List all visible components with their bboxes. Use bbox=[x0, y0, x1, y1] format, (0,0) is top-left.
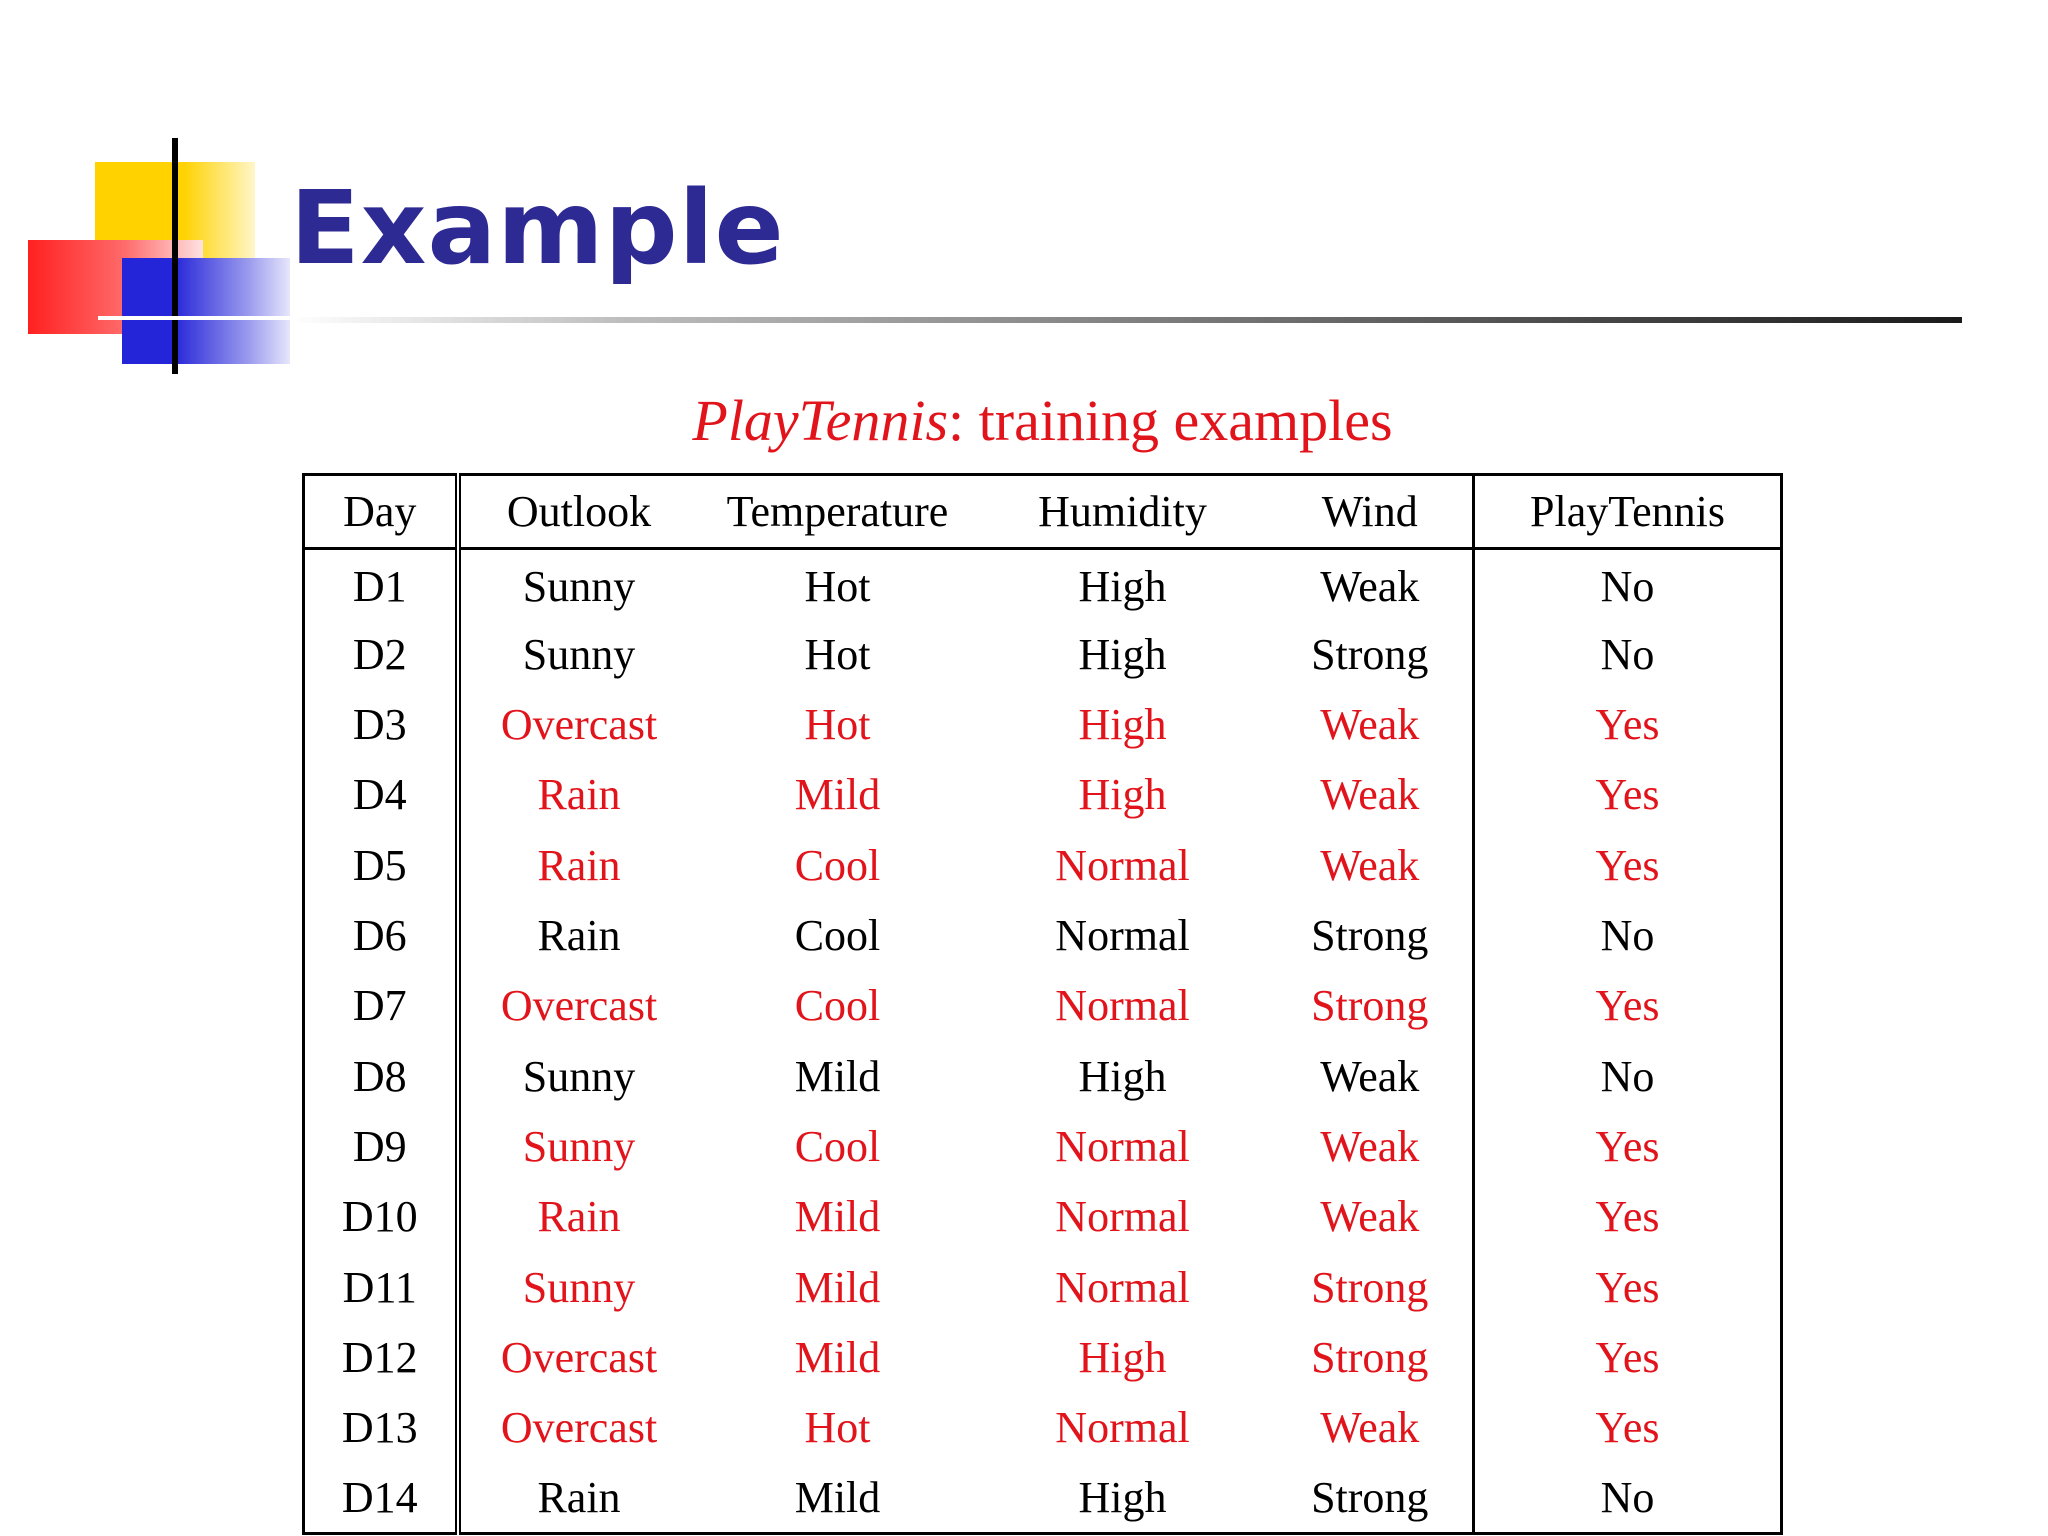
cell-humidity: High bbox=[1078, 629, 1167, 679]
cell-wind: Weak bbox=[1320, 699, 1420, 749]
cell-outlook: Rain bbox=[537, 1192, 621, 1242]
logo-vertical-line bbox=[172, 138, 178, 374]
cell-outlook: Sunny bbox=[522, 561, 636, 611]
table-row bbox=[304, 1182, 1782, 1252]
cell-humidity: Normal bbox=[1055, 1121, 1190, 1171]
table-header-row bbox=[304, 475, 1782, 549]
cell-outlook: Rain bbox=[458, 1463, 698, 1534]
cell-wind: Strong bbox=[1268, 1463, 1474, 1534]
cell-humidity: Normal bbox=[1055, 1192, 1190, 1242]
title-underline bbox=[290, 317, 1962, 323]
header-day: Day bbox=[304, 475, 458, 549]
cell-outlook: Sunny bbox=[522, 629, 636, 679]
cell-day: D1 bbox=[304, 549, 458, 619]
cell-playtennis: Yes bbox=[1474, 1322, 1782, 1392]
cell-outlook: Rain bbox=[537, 770, 621, 820]
cell-temperature: Mild bbox=[794, 1332, 881, 1382]
cell-outlook: Overcast bbox=[500, 981, 658, 1031]
cell-playtennis: No bbox=[1474, 619, 1782, 689]
cell-playtennis: No bbox=[1474, 549, 1782, 619]
cell-day: D10 bbox=[304, 1182, 458, 1252]
cell-humidity: High bbox=[1078, 699, 1167, 749]
cell-humidity: Normal bbox=[1055, 981, 1190, 1031]
training-examples-table bbox=[302, 473, 1783, 1535]
cell-wind: Weak bbox=[1320, 840, 1420, 890]
cell-temperature: Mild bbox=[698, 1463, 978, 1534]
cell-outlook: Overcast bbox=[500, 1332, 658, 1382]
cell-outlook: Sunny bbox=[522, 1051, 636, 1101]
cell-day: D2 bbox=[304, 619, 458, 689]
cell-day: D7 bbox=[304, 971, 458, 1041]
header-wind: Wind bbox=[1268, 475, 1474, 549]
table-row bbox=[304, 760, 1782, 830]
table-row bbox=[304, 1322, 1782, 1392]
cell-day: D6 bbox=[304, 900, 458, 970]
cell-outlook: Overcast bbox=[500, 699, 658, 749]
cell-playtennis: Yes bbox=[1474, 1182, 1782, 1252]
cell-outlook: Sunny bbox=[522, 1262, 636, 1312]
cell-temperature: Cool bbox=[794, 840, 881, 890]
cell-wind: Strong bbox=[1311, 981, 1429, 1031]
cell-playtennis: No bbox=[1474, 1463, 1782, 1534]
cell-temperature: Mild bbox=[794, 1192, 881, 1242]
cell-temperature: Hot bbox=[804, 1403, 871, 1453]
caption-rest: : training examples bbox=[948, 388, 1393, 453]
cell-temperature: Cool bbox=[794, 981, 881, 1031]
cell-playtennis: Yes bbox=[1474, 760, 1782, 830]
table-row bbox=[304, 1393, 1782, 1463]
cell-wind: Strong bbox=[1311, 629, 1429, 679]
logo-horizontal-line bbox=[98, 316, 293, 320]
header-outlook: Outlook bbox=[458, 475, 698, 549]
table-row bbox=[304, 1463, 1782, 1534]
cell-outlook: Rain bbox=[537, 910, 621, 960]
table-row bbox=[304, 830, 1782, 900]
cell-playtennis: Yes bbox=[1474, 1393, 1782, 1463]
table-row bbox=[304, 971, 1782, 1041]
header-humidity: Humidity bbox=[978, 475, 1268, 549]
cell-day: D3 bbox=[304, 689, 458, 759]
cell-humidity: High bbox=[1078, 770, 1167, 820]
table-row bbox=[304, 689, 1782, 759]
cell-wind: Strong bbox=[1311, 910, 1429, 960]
cell-humidity: Normal bbox=[1055, 840, 1190, 890]
cell-wind: Weak bbox=[1320, 1192, 1420, 1242]
cell-day: D14 bbox=[304, 1463, 458, 1534]
cell-humidity: Normal bbox=[1055, 1403, 1190, 1453]
cell-day: D8 bbox=[304, 1041, 458, 1111]
cell-temperature: Mild bbox=[794, 770, 881, 820]
cell-playtennis: No bbox=[1474, 1041, 1782, 1111]
cell-wind: Weak bbox=[1320, 1121, 1420, 1171]
cell-temperature: Cool bbox=[794, 1121, 881, 1171]
cell-humidity: High bbox=[1078, 561, 1167, 611]
table-row bbox=[304, 1041, 1782, 1111]
cell-wind: Weak bbox=[1320, 1051, 1420, 1101]
cell-day: D5 bbox=[304, 830, 458, 900]
cell-day: D13 bbox=[304, 1393, 458, 1463]
cell-wind: Weak bbox=[1320, 561, 1420, 611]
cell-day: D11 bbox=[304, 1252, 458, 1322]
table-row bbox=[304, 619, 1782, 689]
cell-day: D4 bbox=[304, 760, 458, 830]
cell-temperature: Hot bbox=[804, 561, 871, 611]
header-temperature: Temperature bbox=[698, 475, 978, 549]
table-row bbox=[304, 1111, 1782, 1181]
cell-wind: Weak bbox=[1320, 1403, 1420, 1453]
cell-humidity: High bbox=[1078, 1051, 1167, 1101]
cell-temperature: Hot bbox=[804, 699, 871, 749]
cell-temperature: Mild bbox=[794, 1262, 881, 1312]
slide-title: Example bbox=[290, 169, 785, 288]
cell-playtennis: No bbox=[1474, 900, 1782, 970]
cell-humidity: High bbox=[978, 1463, 1268, 1534]
cell-humidity: High bbox=[1078, 1332, 1167, 1382]
cell-playtennis: Yes bbox=[1474, 1111, 1782, 1181]
logo-blue-block bbox=[122, 258, 290, 364]
cell-day: D9 bbox=[304, 1111, 458, 1181]
cell-humidity: Normal bbox=[1055, 1262, 1190, 1312]
cell-playtennis: Yes bbox=[1474, 830, 1782, 900]
header-playtennis: PlayTennis bbox=[1474, 475, 1782, 549]
cell-wind: Weak bbox=[1320, 770, 1420, 820]
cell-outlook: Overcast bbox=[500, 1403, 658, 1453]
cell-wind: Strong bbox=[1311, 1332, 1429, 1382]
cell-day: D12 bbox=[304, 1322, 458, 1392]
cell-humidity: Normal bbox=[1055, 910, 1190, 960]
table-caption bbox=[300, 388, 1785, 453]
cell-temperature: Mild bbox=[794, 1051, 881, 1101]
table-row bbox=[304, 900, 1782, 970]
cell-playtennis: Yes bbox=[1474, 689, 1782, 759]
cell-wind: Strong bbox=[1311, 1262, 1429, 1312]
table-row bbox=[304, 549, 1782, 619]
cell-outlook: Rain bbox=[537, 840, 621, 890]
cell-outlook: Sunny bbox=[522, 1121, 636, 1171]
cell-playtennis: Yes bbox=[1474, 1252, 1782, 1322]
table-row bbox=[304, 1252, 1782, 1322]
cell-temperature: Cool bbox=[794, 910, 881, 960]
caption-italic: PlayTennis bbox=[692, 388, 949, 453]
cell-temperature: Hot bbox=[804, 629, 871, 679]
cell-playtennis: Yes bbox=[1474, 971, 1782, 1041]
